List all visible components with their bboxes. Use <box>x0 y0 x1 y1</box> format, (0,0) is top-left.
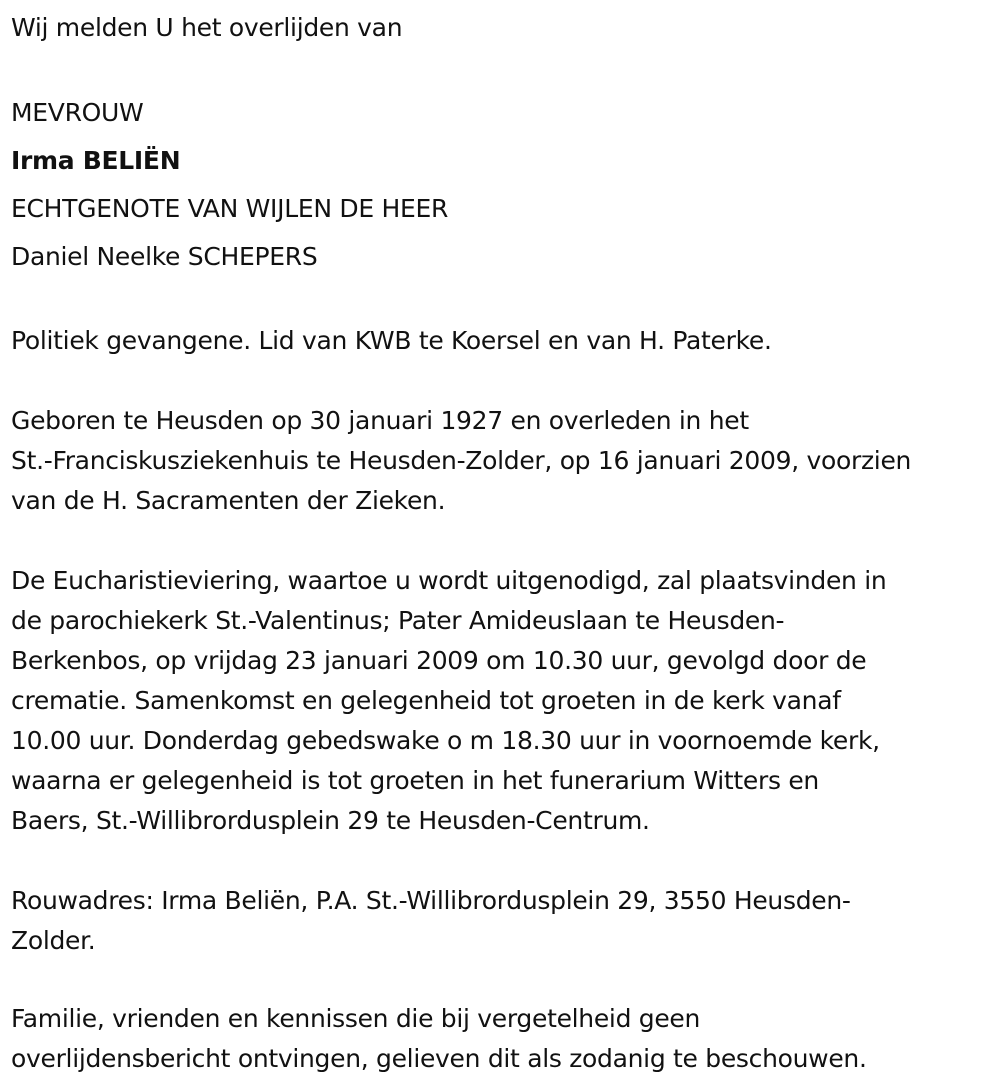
ceremony-paragraph <box>11 561 990 841</box>
paragraph-line: waarna er gelegenheid is tot groeten in het funerarium Witters en <box>11 766 819 795</box>
paragraph-line: van de H. Sacramenten der Zieken. <box>11 486 446 515</box>
spacer <box>11 841 990 881</box>
paragraph-line: Berkenbos, op vrijdag 23 januari 2009 om 10.30 uur, gevolgd door de <box>11 646 867 675</box>
paragraph-line: 10.00 uur. Donderdag gebedswake o m 18.30 uur in voornoemde kerk, <box>11 726 880 755</box>
paragraph-line: De Eucharistieviering, waartoe u wordt uitgenodigd, zal plaatsvinden in <box>11 566 887 595</box>
deceased-name: Irma BELIËN <box>11 146 181 175</box>
paragraph-line: overlijdensbericht ontvingen, gelieven dit als zodanig te beschouwen. <box>11 1044 867 1073</box>
spacer <box>11 961 990 999</box>
paragraph-line: crematie. Samenkomst en gelegenheid tot groeten in de kerk vanaf <box>11 686 841 715</box>
birth-death-paragraph <box>11 401 990 521</box>
paragraph-line: Baers, St.-Willibrordusplein 29 te Heusden-Centrum. <box>11 806 650 835</box>
spacer <box>11 521 990 561</box>
spacer <box>11 48 990 89</box>
paragraph-line: de parochiekerk St.-Valentinus; Pater Amideuslaan te Heusden- <box>11 606 785 635</box>
affiliations-text: Politiek gevangene. Lid van KWB te Koersel en van H. Paterke. <box>11 326 772 355</box>
mourning-address-paragraph <box>11 881 990 961</box>
paragraph-line: Familie, vrienden en kennissen die bij vergetelheid geen <box>11 1004 701 1033</box>
closing-paragraph <box>11 999 990 1079</box>
spouse-prefix: ECHTGENOTE VAN WIJLEN DE HEER <box>11 194 449 223</box>
paragraph-line: Geboren te Heusden op 30 januari 1927 en overleden in het <box>11 406 749 435</box>
intro-text: Wij melden U het overlijden van <box>11 13 403 42</box>
spouse-name: Daniel Neelke SCHEPERS <box>11 242 318 271</box>
spacer <box>11 281 990 321</box>
spacer <box>11 361 990 401</box>
title-prefix: MEVROUW <box>11 98 144 127</box>
paragraph-line: Rouwadres: Irma Beliën, P.A. St.-Willibrordusplein 29, 3550 Heusden- <box>11 886 851 915</box>
paragraph-line: St.-Franciskusziekenhuis te Heusden-Zolder, op 16 januari 2009, voorzien <box>11 446 912 475</box>
paragraph-line: Zolder. <box>11 926 96 955</box>
